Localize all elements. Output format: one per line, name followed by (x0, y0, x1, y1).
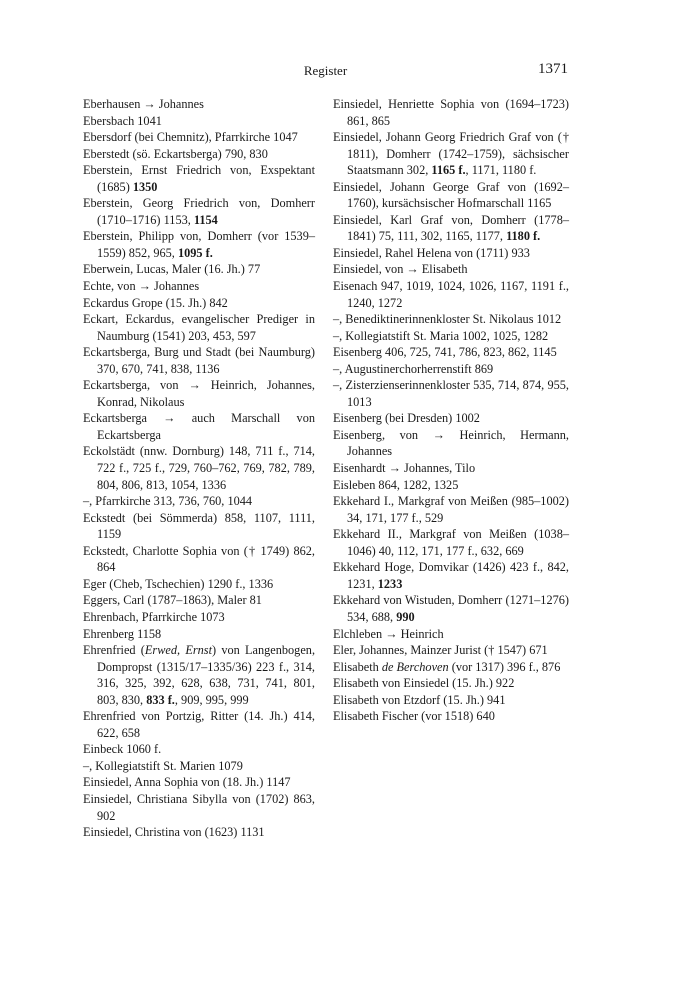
index-entry: –, Zisterzienserinnenkloster 535, 714, 874, 955, 1013 (333, 378, 569, 409)
index-entry: Eberstein, Philipp von, Domherr (vor 1539–1559) 852, 965, 1095 f. (83, 229, 315, 260)
index-entry: Eisenach 947, 1019, 1024, 1026, 1167, 1191 f., 1240, 1272 (333, 279, 569, 310)
index-entry: Ehrenberg 1158 (83, 626, 162, 641)
index-entry: Elisabeth Fischer (vor 1518) 640 (333, 709, 495, 724)
index-entry: Eckartsberga, von → Heinrich, Johannes, Konrad, Nikolaus (83, 378, 315, 409)
index-entry: Ekkehard I., Markgraf von Meißen (985–1002) 34, 171, 177 f., 529 (333, 494, 569, 525)
index-entry: Ekkehard II., Markgraf von Meißen (1038–1046) 40, 112, 171, 177 f., 632, 669 (333, 527, 569, 558)
index-entry: –, Pfarrkirche 313, 736, 760, 1044 (83, 494, 253, 509)
index-entry: Einsiedel, Rahel Helena von (1711) 933 (333, 245, 530, 260)
index-entry: Eisenhardt → Johannes, Tilo (333, 461, 476, 476)
index-entry: Eberwein, Lucas, Maler (16. Jh.) 77 (83, 262, 261, 277)
index-entry: Einsiedel, von → Elisabeth (333, 262, 468, 277)
index-column-right (333, 96, 569, 725)
index-entry: Eisenberg (bei Dresden) 1002 (333, 411, 480, 426)
running-title: Register (303, 63, 348, 78)
index-entry: Eisleben 864, 1282, 1325 (333, 477, 459, 492)
index-entry: Ehrenbach, Pfarrkirche 1073 (83, 609, 225, 624)
index-entry: Einsiedel, Henriette Sophia von (1694–1723) 861, 865 (333, 97, 569, 128)
index-entry: Eckartsberga, Burg und Stadt (bei Naumburg) 370, 670, 741, 838, 1136 (83, 345, 315, 376)
index-entry: Eisenberg 406, 725, 741, 786, 823, 862, 1145 (333, 345, 557, 360)
index-entry: Eggers, Carl (1787–1863), Maler 81 (83, 593, 262, 608)
index-entry: –, Kollegiatstift St. Maria 1002, 1025, 1282 (333, 328, 549, 343)
page-number: 1371 (538, 61, 568, 77)
index-entry: –, Augustinerchorherrenstift 869 (333, 361, 494, 376)
index-entry: Eberstedt (sö. Eckartsberga) 790, 830 (83, 146, 268, 161)
index-entry: Eberstein, Ernst Friedrich von, Exspektant (1685) 1350 (83, 163, 315, 194)
index-entry: Eckardus Grope (15. Jh.) 842 (83, 295, 228, 310)
index-entry: Eckart, Eckardus, evangelischer Prediger in Naumburg (1541) 203, 453, 597 (83, 312, 315, 343)
index-entry: Eler, Johannes, Mainzer Jurist († 1547) 671 (333, 643, 548, 658)
index-entry: Eckolstädt (nnw. Dornburg) 148, 711 f., 714, 722 f., 725 f., 729, 760–762, 769, 782, 789, 804, 806, 813, 1054, 1336 (83, 444, 315, 492)
index-entry: Ehrenfried (Erwed, Ernst) von Langenbogen, Dompropst (1315/17–1335/36) 223 f., 314, 316, 325, 392, 628, 638, 731, 741, 801, 803, 830, 833 f., 909, 995, 999 (83, 643, 316, 707)
index-entry: –, Kollegiatstift St. Marien 1079 (83, 758, 243, 773)
index-entry: Elisabeth de Berchoven (vor 1317) 396 f., 876 (333, 659, 561, 674)
index-entry: Eberstein, Georg Friedrich von, Domherr (1710–1716) 1153, 1154 (83, 196, 315, 227)
index-entry: Eckstedt, Charlotte Sophia von († 1749) 862, 864 (83, 543, 315, 575)
index-entry: Elisabeth von Etzdorf (15. Jh.) 941 (333, 692, 506, 707)
index-entry: Ekkehard Hoge, Domvikar (1426) 423 f., 842, 1231, 1233 (333, 560, 569, 591)
index-entry: Elchleben → Heinrich (333, 626, 444, 641)
index-entry: Ebersdorf (bei Chemnitz), Pfarrkirche 1047 (83, 130, 298, 145)
index-entry: Einbeck 1060 f. (83, 742, 162, 757)
index-entry: Ehrenfried von Portzig, Ritter (14. Jh.) 414, 622, 658 (83, 709, 315, 740)
index-entry: –, Benediktinerinnenkloster St. Nikolaus 1012 (333, 312, 562, 327)
index-entry: Ekkehard von Wistuden, Domherr (1271–1276) 534, 688, 990 (333, 593, 569, 624)
index-entry: Ebersbach 1041 (83, 113, 162, 128)
index-entry: Eckstedt (bei Sömmerda) 858, 1107, 1111, 1159 (83, 510, 315, 542)
index-entry: Eger (Cheb, Tschechien) 1290 f., 1336 (83, 576, 274, 591)
index-entry: Einsiedel, Karl Graf von, Domherr (1778–1841) 75, 111, 302, 1165, 1177, 1180 f. (333, 212, 569, 244)
index-entry: Einsiedel, Anna Sophia von (18. Jh.) 1147 (83, 775, 291, 790)
index-entry: Eckartsberga → auch Marschall von Eckartsberga (83, 411, 315, 442)
index-column-left (83, 96, 315, 841)
index-entry: Eisenberg, von → Heinrich, Hermann, Johannes (333, 427, 569, 459)
index-entry: Einsiedel, Johann George Graf von (1692–1760), kursächsischer Hofmarschall 1165 (333, 179, 569, 211)
index-entry: Eberhausen → Johannes (83, 97, 204, 111)
index-entry: Einsiedel, Christiana Sibylla von (1702) 863, 902 (83, 791, 315, 823)
index-entry: Einsiedel, Johann Georg Friedrich Graf von († 1811), Domherr (1742–1759), sächsischer Staatsmann 302, 1165 f., 1171, 1180 f. (333, 130, 569, 178)
index-entry: Echte, von → Johannes (83, 279, 200, 294)
page-header (83, 60, 568, 82)
index-entry: Einsiedel, Christina von (1623) 1131 (83, 825, 265, 840)
index-entry: Elisabeth von Einsiedel (15. Jh.) 922 (333, 676, 515, 691)
